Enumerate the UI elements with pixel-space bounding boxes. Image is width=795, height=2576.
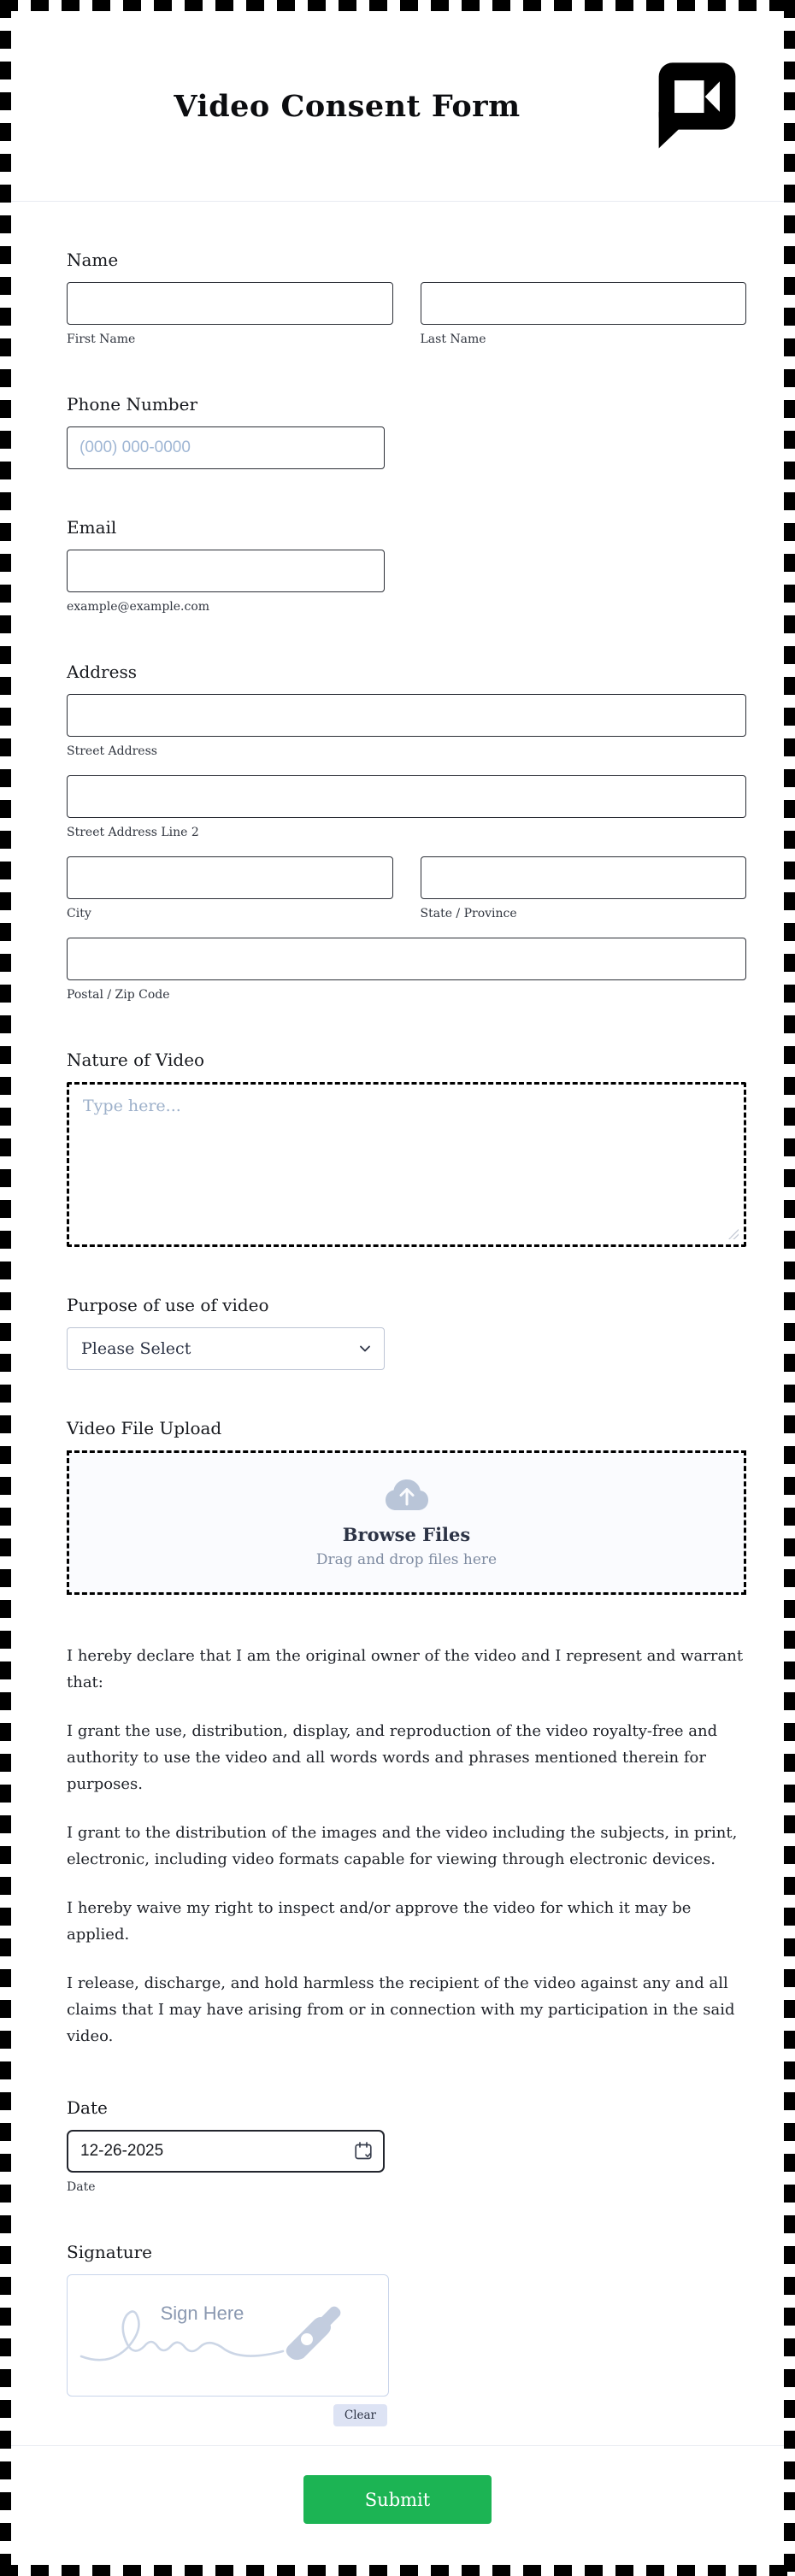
sign-here-hint: Sign Here	[160, 2303, 244, 2324]
date-label: Date	[67, 2097, 108, 2118]
consent-terms-text	[67, 1643, 746, 2050]
purpose-label: Purpose of use of video	[67, 1295, 269, 1315]
question-purpose	[67, 1295, 746, 1370]
video-upload-label: Video File Upload	[67, 1418, 222, 1438]
date-input[interactable]	[67, 2130, 385, 2173]
date-sublabel: Date	[67, 2180, 96, 2194]
cloud-upload-icon	[385, 1478, 429, 1512]
phone-label: Phone Number	[67, 394, 197, 415]
street-address-sublabel: Street Address	[67, 744, 157, 758]
city-input[interactable]	[67, 856, 393, 899]
last-name-sublabel: Last Name	[420, 332, 486, 346]
state-province-sublabel: State / Province	[420, 907, 517, 920]
question-name	[67, 250, 746, 346]
signature-squiggle-and-pen-icon	[74, 2303, 379, 2385]
filmstrip-border-left	[0, 0, 11, 2576]
phone-input[interactable]	[67, 426, 385, 469]
postal-zip-sublabel: Postal / Zip Code	[67, 988, 170, 1002]
purpose-select[interactable]	[67, 1327, 385, 1370]
street-address-line2-sublabel: Street Address Line 2	[67, 826, 199, 839]
terms-paragraph: I release, discharge, and hold harmless the recipient of the video against any and all claims that I may have arising from or in connection with my participation in the said video.	[67, 1974, 735, 2045]
question-phone	[67, 394, 746, 469]
terms-paragraph: I grant the use, distribution, display, and reproduction of the video royalty-free and authority to use the video and all words words and phrases mentioned therein for purposes.	[67, 1722, 718, 1793]
city-sublabel: City	[67, 907, 91, 920]
filmstrip-border-top	[0, 0, 795, 11]
first-name-sublabel: First Name	[67, 332, 136, 346]
street-address-line2-input[interactable]	[67, 775, 746, 818]
question-video-upload	[67, 1418, 746, 1595]
name-label: Name	[67, 250, 119, 270]
chevron-down-icon	[358, 1342, 372, 1356]
question-email	[67, 517, 746, 614]
signature-clear-button[interactable]: Clear	[333, 2404, 387, 2426]
video-chat-icon	[648, 56, 746, 156]
form-body	[11, 202, 784, 2426]
terms-paragraph: I grant to the distribution of the images and the video including the subjects, in print, electronic, including video formats capable for viewing through electronic devices.	[67, 1824, 738, 1868]
email-input[interactable]	[67, 550, 385, 592]
signature-pad[interactable]	[67, 2274, 389, 2397]
resize-handle-icon[interactable]	[728, 1229, 739, 1239]
signature-label: Signature	[67, 2242, 153, 2262]
filmstrip-border-right	[784, 0, 795, 2576]
calendar-icon[interactable]	[353, 2141, 374, 2161]
form-header	[11, 11, 784, 202]
nature-of-video-label: Nature of Video	[67, 1050, 205, 1070]
drag-drop-hint: Drag and drop files here	[315, 1550, 498, 1568]
submit-button[interactable]: Submit	[303, 2475, 492, 2524]
nature-of-video-textarea[interactable]	[67, 1082, 746, 1247]
last-name-input[interactable]	[421, 282, 747, 325]
terms-paragraph: I hereby waive my right to inspect and/or approve the video for which it may be applied.	[67, 1899, 692, 1944]
email-sublabel: example@example.com	[67, 600, 210, 614]
question-address	[67, 662, 746, 1002]
purpose-select-value: Please Select	[81, 1339, 191, 1358]
street-address-input[interactable]	[67, 694, 746, 737]
question-date	[67, 2097, 746, 2194]
file-dropzone[interactable]	[67, 1450, 746, 1595]
address-label: Address	[67, 662, 137, 682]
terms-paragraph: I hereby declare that I am the original owner of the video and I represent and warrant that:	[67, 1647, 744, 1691]
submit-row	[0, 2446, 795, 2524]
first-name-input[interactable]	[67, 282, 393, 325]
email-label: Email	[67, 517, 117, 538]
question-nature-of-video	[67, 1050, 746, 1247]
browse-files-button[interactable]: Browse Files	[342, 1523, 471, 1545]
question-signature	[67, 2242, 746, 2426]
state-province-input[interactable]	[421, 856, 747, 899]
postal-zip-input[interactable]	[67, 938, 746, 980]
filmstrip-border-bottom	[0, 2565, 795, 2576]
page-title: Video Consent Form	[174, 88, 521, 124]
